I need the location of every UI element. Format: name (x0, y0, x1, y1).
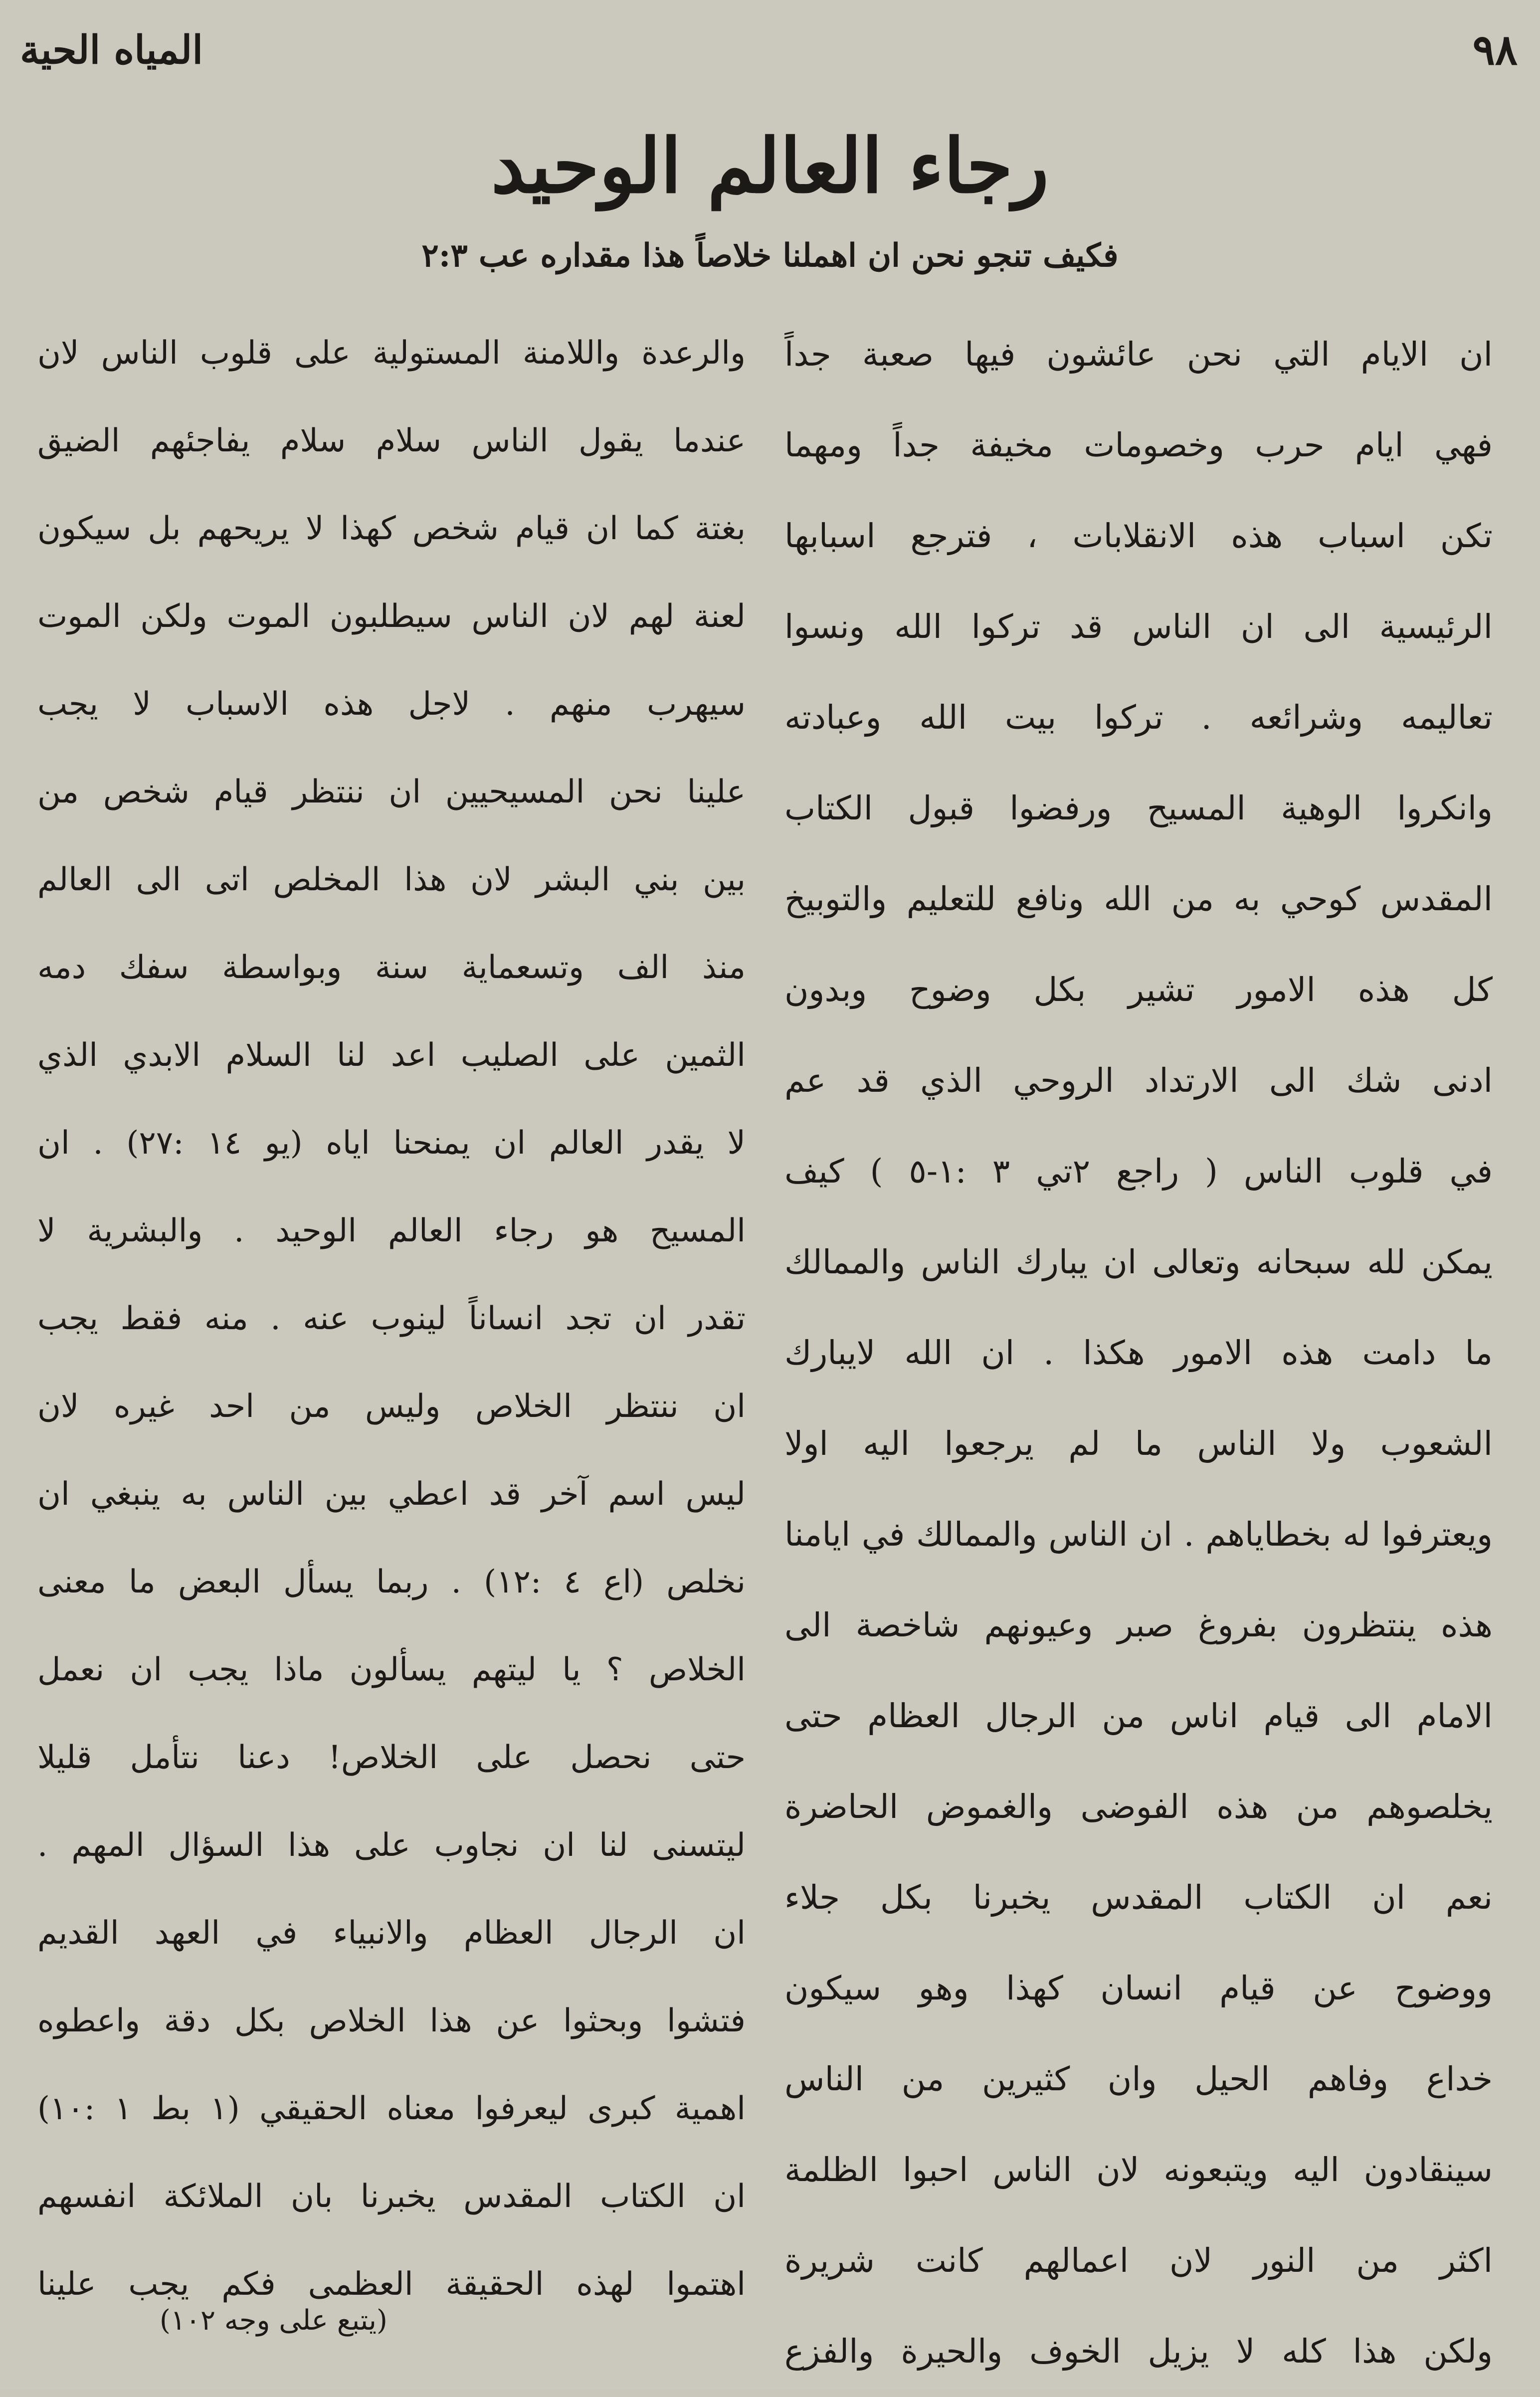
text-line: سينقادون اليه ويتبعونه لان الناس احبوا الظلمة (784, 2151, 1493, 2189)
text-line: اهمية كبرى ليعرفوا معناه الحقيقي (١ بط ١ :١٠) (37, 2090, 746, 2127)
text-line: نعم ان الكتاب المقدس يخبرنا بكل جلاء (784, 1878, 1493, 1917)
text-line: الرئيسية الى ان الناس قد تركوا الله ونسوا (784, 607, 1493, 646)
text-line: الثمين على الصليب اعد لنا السلام الابدي الذي (37, 1037, 746, 1074)
text-line: في قلوب الناس ( راجع ٢تي ٣ :١-٥ ) كيف (784, 1152, 1493, 1191)
text-line: بغتة كما ان قيام شخص كهذا لا يريحهم بل سيكون (37, 510, 746, 547)
text-line: عندما يقول الناس سلام سلام يفاجئهم الضيق (37, 422, 746, 459)
text-line: المسيح هو رجاء العالم الوحيد . والبشرية لا (37, 1212, 746, 1249)
article-subtitle: فكيف تنجو نحن ان اهملنا خلاصاً هذا مقداره عب ٢:٣ (421, 237, 1119, 274)
text-line: هذه ينتظرون بفروغ صبر وعيونهم شاخصة الى (784, 1606, 1493, 1644)
text-line: ادنى شك الى الارتداد الروحي الذي قد عم (784, 1061, 1493, 1100)
text-line: لا يقدر العالم ان يمنحنا اياه (يو ١٤ :٢٧) . ان (37, 1125, 746, 1162)
text-line: ووضوح عن قيام انسان كهذا وهو سيكون (784, 1969, 1493, 2007)
text-line: ليس اسم آخر قد اعطي بين الناس به ينبغي ان (37, 1476, 746, 1513)
text-line: الشعوب ولا الناس ما لم يرجعوا اليه اولا (784, 1424, 1493, 1463)
text-line: والرعدة واللامنة المستولية على قلوب الناس لان (37, 335, 746, 372)
text-line: وانكروا الوهية المسيح ورفضوا قبول الكتاب (784, 789, 1493, 827)
text-line: المقدس كوحي به من الله ونافع للتعليم والتوبيخ (784, 880, 1493, 918)
text-line: تكن اسباب هذه الانقلابات ، فترجع اسبابها (784, 517, 1493, 555)
continued-note: (يتبع على وجه ١٠٢) (160, 2304, 387, 2337)
text-line: بين بني البشر لان هذا المخلص اتى الى العالم (37, 861, 746, 898)
text-line: تعاليمه وشرائعه . تركوا بيت الله وعبادته (784, 698, 1493, 737)
text-line: حتى نحصل على الخلاص! دعنا نتأمل قليلا (37, 1739, 746, 1776)
text-line: الامام الى قيام اناس من الرجال العظام حتى (784, 1697, 1493, 1735)
text-line: اهتموا لهذه الحقيقة العظمى فكم يجب علينا (37, 2266, 746, 2303)
running-title: المياه الحية (20, 27, 203, 73)
text-line: ان الايام التي نحن عائشون فيها صعبة جداً (784, 335, 1493, 374)
text-line: سيهرب منهم . لاجل هذه الاسباب لا يجب (37, 686, 746, 723)
text-line: الخلاص ؟ يا ليتهم يسألون ماذا يجب ان نعمل (37, 1651, 746, 1688)
text-line: فتشوا وبحثوا عن هذا الخلاص بكل دقة واعطوه (37, 2002, 746, 2039)
text-line: ما دامت هذه الامور هكذا . ان الله لايبارك (784, 1334, 1493, 1372)
page-number: ٩٨ (1472, 25, 1518, 74)
text-line: كل هذه الامور تشير بكل وضوح وبدون (784, 971, 1493, 1009)
text-line: اكثر من النور لان اعمالهم كانت شريرة (784, 2241, 1493, 2280)
text-line: يخلصوهم من هذه الفوضى والغموض الحاضرة (784, 1788, 1493, 1826)
right-column (784, 309, 1493, 2397)
text-line: لعنة لهم لان الناس سيطلبون الموت ولكن الموت (37, 598, 746, 635)
left-column (37, 309, 746, 2328)
text-line: نخلص (اع ٤ :١٢) . ربما يسأل البعض ما معنى (37, 1564, 746, 1600)
text-line: ان الرجال العظام والانبياء في العهد القديم (37, 1915, 746, 1952)
text-line: منذ الف وتسعماية سنة وبواسطة سفك دمه (37, 949, 746, 986)
article-title: رجاء العالم الوحيد (491, 122, 1049, 210)
text-line: خداع وفاهم الحيل وان كثيرين من الناس (784, 2060, 1493, 2098)
text-line: فهي ايام حرب وخصومات مخيفة جداً ومهما (784, 426, 1493, 464)
text-line: ليتسنى لنا ان نجاوب على هذا السؤال المهم . (37, 1827, 746, 1864)
text-line: ويعترفوا له بخطاياهم . ان الناس والممالك في ايامنا (784, 1515, 1493, 1554)
text-line: تقدر ان تجد انساناً لينوب عنه . منه فقط يجب (37, 1300, 746, 1337)
text-line: ولكن هذا كله لا يزيل الخوف والحيرة والفزع (784, 2332, 1493, 2371)
text-line: ان الكتاب المقدس يخبرنا بان الملائكة انفسهم (37, 2178, 746, 2215)
text-line: يمكن لله سبحانه وتعالى ان يبارك الناس والممالك (784, 1243, 1493, 1281)
text-line: علينا نحن المسيحيين ان ننتظر قيام شخص من (37, 774, 746, 810)
text-line: ان ننتظر الخلاص وليس من احد غيره لان (37, 1388, 746, 1425)
